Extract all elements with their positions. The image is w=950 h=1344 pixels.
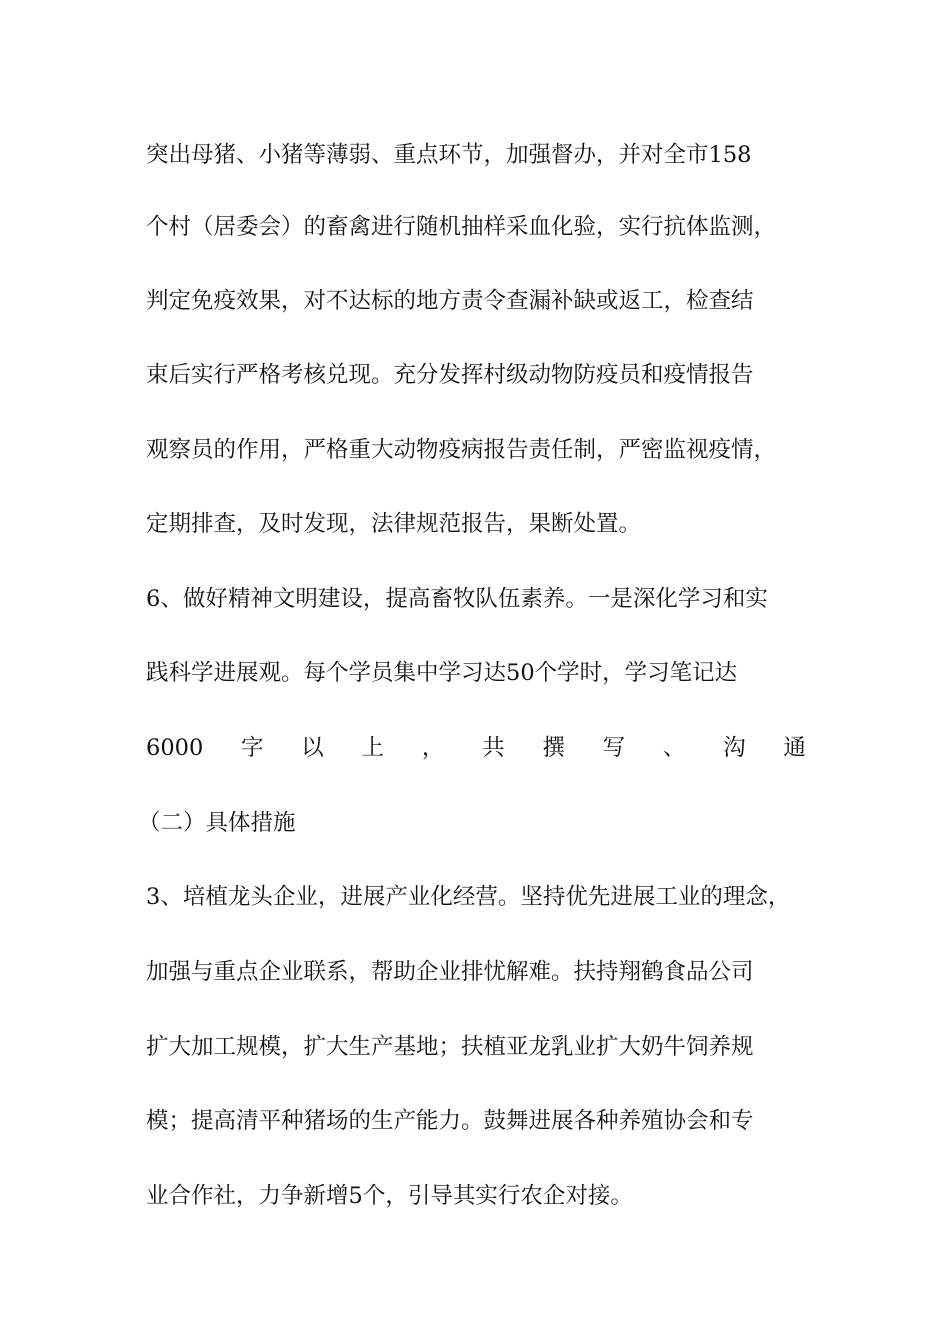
spread-word: 共 xyxy=(482,735,505,761)
spread-word: 通 xyxy=(783,735,806,761)
spread-word: 字 xyxy=(241,735,264,761)
spread-word: 撰 xyxy=(542,735,565,761)
spread-word: 以 xyxy=(301,735,324,761)
text-line: 3、培植龙头企业，进展产业化经营。坚持优先进展工业的理念， xyxy=(146,884,791,910)
text-line: 突出母猪、小猪等薄弱、重点环节，加强督办，并对全市158 xyxy=(146,142,752,168)
text-line: 个村（居委会）的畜禽进行随机抽样采血化验，实行抗体监测， xyxy=(146,214,777,240)
text-line: 定期排查，及时发现，法律规范报告，果断处置。 xyxy=(146,511,642,537)
spread-word: 沟 xyxy=(723,735,746,761)
text-line: 加强与重点企业联系，帮助企业排忧解难。扶持翔鹤食品公司 xyxy=(146,959,754,985)
text-line: 业合作社，力争新增5个，引导其实行农企对接。 xyxy=(146,1183,633,1209)
text-line: 扩大加工规模，扩大生产基地；扶植亚龙乳业扩大奶牛饲养规 xyxy=(146,1034,754,1060)
spread-word: 上 xyxy=(361,735,385,761)
spread-word: 写 xyxy=(602,735,626,761)
text-line: 模；提高清平种猪场的生产能力。鼓舞进展各种养殖协会和专 xyxy=(146,1108,754,1134)
text-line: 观察员的作用，严格重大动物疫病报告责任制，严密监视疫情， xyxy=(146,437,777,463)
text-line: 践科学进展观。每个学员集中学习达50个学时，学习笔记达 xyxy=(146,660,738,686)
text-line-spread xyxy=(146,728,806,768)
text-line: 6、做好精神文明建设，提高畜牧队伍素养。一是深化学习和实 xyxy=(146,586,768,612)
section-heading: （二）具体措施 xyxy=(138,810,296,836)
spread-word: 、 xyxy=(662,735,686,761)
text-line: 束后实行严格考核兑现。充分发挥村级动物防疫员和疫情报告 xyxy=(146,362,754,388)
text-line: 判定免疫效果，对不达标的地方责令查漏补缺或返工，检查结 xyxy=(146,288,754,314)
spread-word: 6000 xyxy=(146,735,204,761)
spread-word: ， xyxy=(421,735,445,761)
